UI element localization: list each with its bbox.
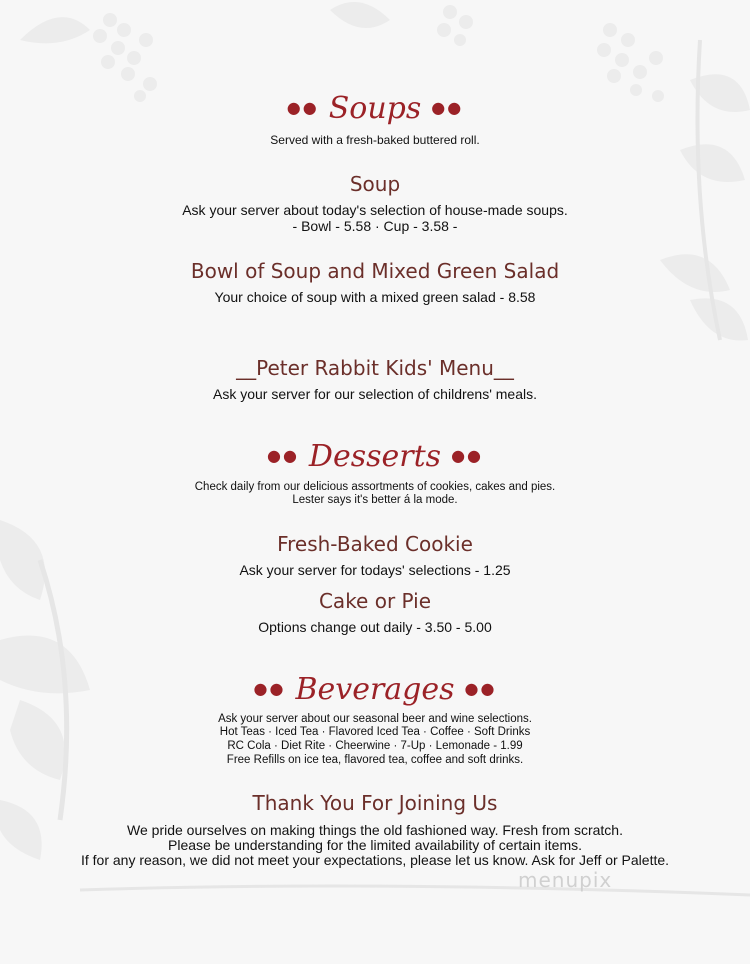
desserts-subtitle: Lester says it's better á la mode. — [292, 494, 458, 506]
desserts-subtitle: Check daily from our delicious assortments of cookies, cakes and pies. — [194, 481, 556, 493]
beverages-title: Beverages — [295, 672, 455, 707]
soups-heading — [0, 92, 750, 127]
menupix-watermark: menupix — [518, 868, 613, 892]
closing-line: We pride ourselves on making things the old fashioned way. Fresh from scratch. — [127, 822, 623, 838]
kids-menu-desc: Ask your server for our selection of childrens' meals. — [212, 386, 538, 402]
menu-item-title: Cake or Pie — [318, 589, 432, 613]
menu-item-desc: Your choice of soup with a mixed green salad - 8.58 — [214, 289, 536, 305]
desserts-heading — [0, 440, 750, 475]
menu-item-title: Bowl of Soup and Mixed Green Salad — [190, 259, 560, 283]
heading-dots-icon: ●● — [286, 98, 319, 117]
beverages-line: Ask your server about our seasonal beer and wine selections. — [218, 713, 532, 725]
menu-item-title: Fresh-Baked Cookie — [277, 532, 473, 556]
closing-line: If for any reason, we did not meet your expectations, please let us know. Ask for Jeff or Palette. — [80, 852, 670, 868]
heading-dots-icon: ●● — [464, 679, 497, 698]
kids-menu-title: __Peter Rabbit Kids' Menu__ — [236, 356, 514, 380]
heading-dots-icon: ●● — [431, 98, 464, 117]
beverages-line: Hot Teas · Iced Tea · Flavored Iced Tea · Coffee · Soft Drinks — [219, 726, 531, 738]
desserts-title: Desserts — [308, 439, 442, 474]
closing-title: Thank You For Joining Us — [252, 791, 498, 815]
heading-dots-icon: ●● — [451, 446, 483, 465]
menu-item-desc: Ask your server for todays' selections - 1.25 — [239, 562, 511, 578]
heading-dots-icon: ●● — [267, 446, 299, 465]
menu-item-desc: Ask your server about today's selection of house-made soups. — [182, 202, 568, 218]
beverages-line: Free Refills on ice tea, flavored tea, coffee and soft drinks. — [226, 754, 524, 766]
soups-subtitle: Served with a fresh-baked buttered roll. — [270, 133, 480, 147]
soups-title: Soups — [328, 91, 422, 126]
closing-line: Please be understanding for the limited availability of certain items. — [168, 837, 582, 853]
menu-item-price: - Bowl - 5.58 · Cup - 3.58 - — [292, 218, 458, 234]
heading-dots-icon: ●● — [253, 679, 286, 698]
menu-item-desc: Options change out daily - 3.50 - 5.00 — [258, 619, 492, 635]
menu-item-title: Soup — [349, 172, 401, 196]
beverages-heading — [0, 673, 750, 708]
beverages-line: RC Cola · Diet Rite · Cheerwine · 7-Up · Lemonade - 1.99 — [227, 740, 523, 752]
